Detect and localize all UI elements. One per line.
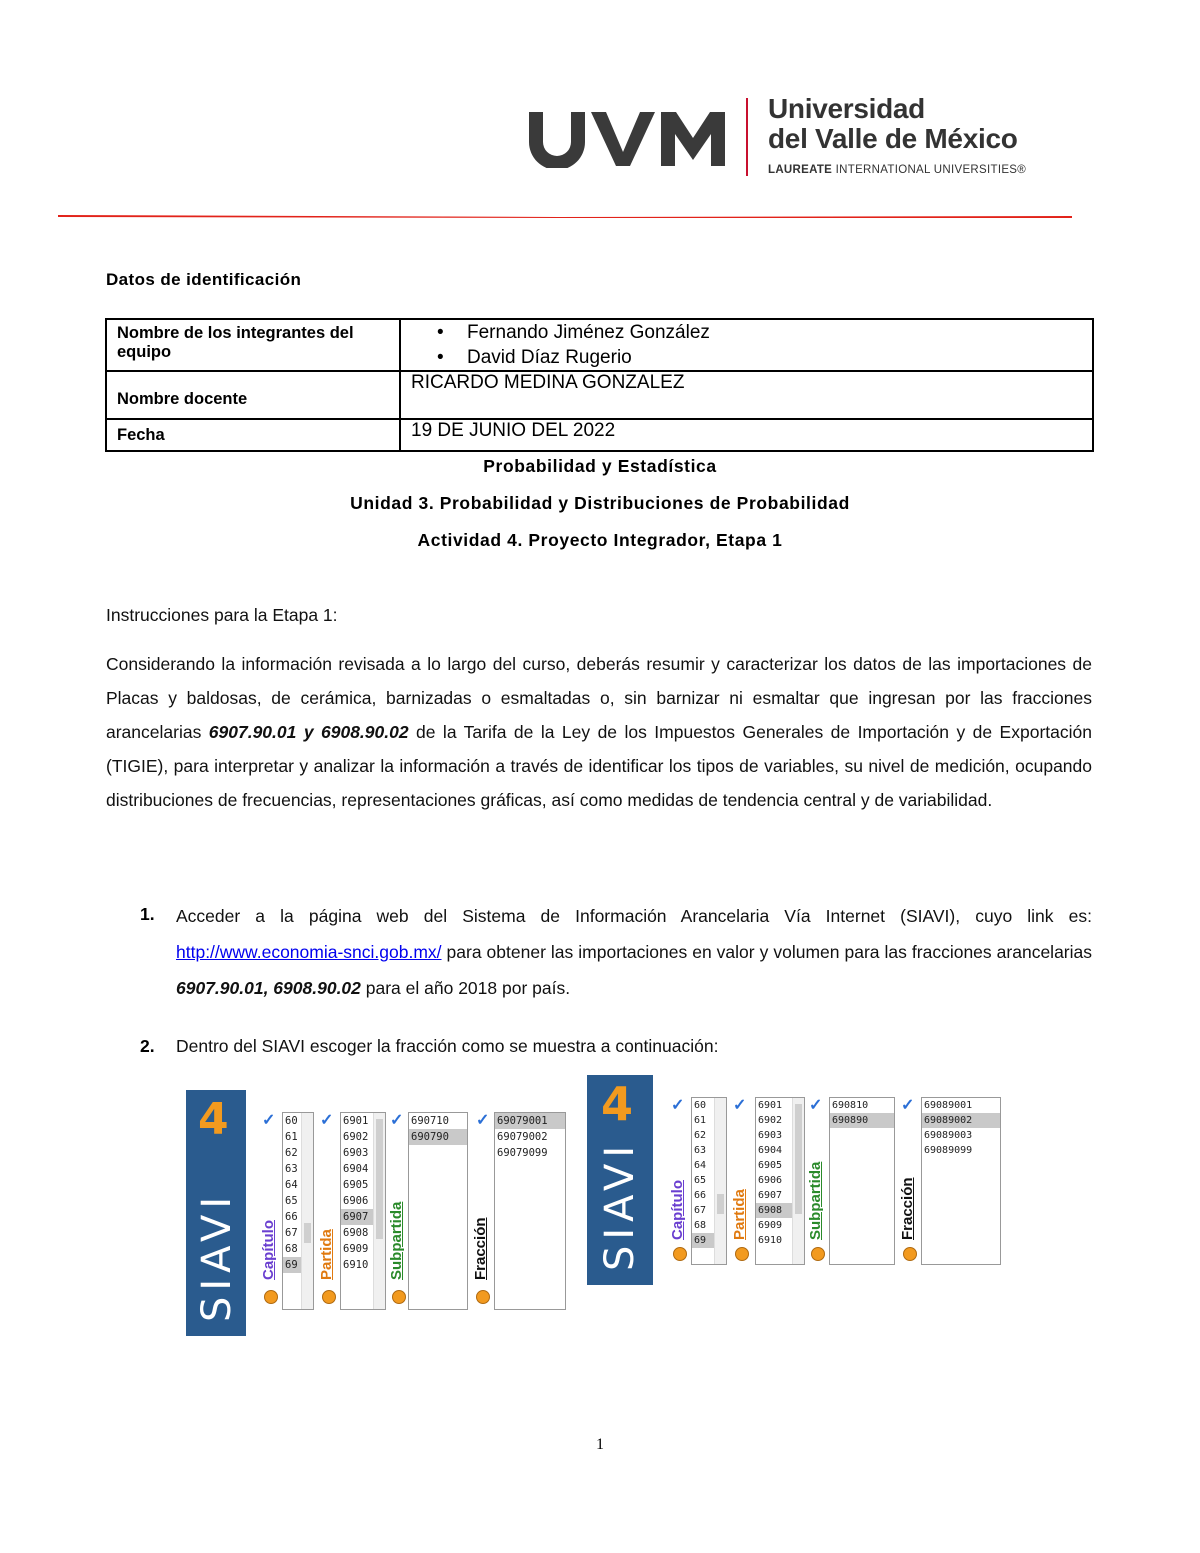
list-item[interactable]: 67 bbox=[694, 1205, 707, 1216]
list-item[interactable]: 6910 bbox=[758, 1235, 783, 1246]
list-item[interactable]: 68 bbox=[694, 1220, 707, 1231]
list-item[interactable]: 69079099 bbox=[497, 1147, 548, 1159]
go-icon[interactable] bbox=[673, 1247, 687, 1261]
list-item[interactable]: 61 bbox=[285, 1131, 298, 1143]
list-item[interactable]: 66 bbox=[694, 1190, 707, 1201]
capitulo-list[interactable] bbox=[282, 1112, 314, 1310]
table-row bbox=[106, 419, 1093, 451]
teacher-value: RICARDO MEDINA GONZALEZ bbox=[400, 371, 1093, 419]
check-icon: ✓ bbox=[809, 1097, 823, 1114]
list-item[interactable]: 64 bbox=[285, 1179, 298, 1191]
unit-heading: Unidad 3. Probabilidad y Distribuciones de Probabilidad bbox=[350, 493, 850, 513]
list-item-selected[interactable]: 69089002 bbox=[922, 1113, 1000, 1128]
step-number: 2. bbox=[140, 1036, 155, 1056]
go-icon[interactable] bbox=[811, 1247, 825, 1261]
identification-title: Datos de identificación bbox=[106, 270, 302, 289]
capitulo-label[interactable]: Capítulo bbox=[669, 1180, 686, 1240]
list-item[interactable]: 65 bbox=[694, 1175, 707, 1186]
list-item[interactable]: 6904 bbox=[758, 1145, 783, 1156]
check-icon: ✓ bbox=[671, 1097, 685, 1114]
step-number: 1. bbox=[140, 904, 155, 924]
subpartida-list[interactable] bbox=[829, 1097, 895, 1265]
logo-divider bbox=[746, 98, 748, 176]
list-item[interactable]: 6902 bbox=[343, 1131, 369, 1143]
member-item: • Fernando Jiménez González bbox=[467, 320, 1082, 345]
list-item[interactable]: 60 bbox=[285, 1115, 298, 1127]
siavi-brand-number: 4 bbox=[198, 1094, 229, 1145]
instructions-paragraph: Considerando la información revisada a lo largo del curso, deberás resumir y caracterizar los datos de las importaciones de Placas y baldosas, de cerámica, barnizadas o esmaltadas o, sin barnizar ni esmaltar que ingresan por las fracciones arancelarias 6907.90.01 y 6908.90.02 de la Tarifa de la Ley de los Impuestos Generales de Importación y de Exportación (TIGIE), para interpretar y analizar la información a través de identificar los tipos de variables, su nivel de medición, ocupando distribuciones de frecuencias, representaciones gráficas, así como medidas de tendencia central y de variabilidad. bbox=[106, 654, 1092, 810]
check-icon: ✓ bbox=[320, 1112, 334, 1129]
date-label: Fecha bbox=[106, 419, 400, 451]
list-item[interactable]: 62 bbox=[694, 1130, 707, 1141]
list-item-selected[interactable]: 6907 bbox=[341, 1209, 385, 1225]
members-value bbox=[400, 319, 1093, 371]
list-item[interactable]: 6905 bbox=[758, 1160, 783, 1171]
list-item[interactable]: 62 bbox=[285, 1147, 298, 1159]
list-item[interactable]: 69089003 bbox=[924, 1130, 973, 1141]
scrollbar[interactable] bbox=[301, 1113, 313, 1309]
subpartida-list[interactable] bbox=[408, 1112, 468, 1310]
siavi-screenshot-right bbox=[587, 1075, 1002, 1285]
list-item[interactable]: 68 bbox=[285, 1243, 298, 1255]
list-item[interactable]: 6901 bbox=[343, 1115, 369, 1127]
check-icon: ✓ bbox=[733, 1097, 747, 1114]
list-item-selected[interactable]: 69079001 bbox=[495, 1113, 565, 1129]
list-item-selected[interactable]: 690790 bbox=[409, 1129, 467, 1145]
list-item[interactable]: 6904 bbox=[343, 1163, 369, 1175]
list-item[interactable]: 690810 bbox=[832, 1100, 869, 1111]
uvm-logo-mark bbox=[525, 108, 725, 168]
course-heading: Probabilidad y Estadística bbox=[483, 456, 717, 476]
list-item[interactable]: 6910 bbox=[343, 1259, 369, 1271]
subpartida-label[interactable]: Subpartida bbox=[388, 1201, 405, 1280]
scrollbar[interactable] bbox=[714, 1098, 726, 1264]
scrollbar[interactable] bbox=[373, 1113, 385, 1309]
go-icon[interactable] bbox=[903, 1247, 917, 1261]
fraccion-label[interactable]: Fracción bbox=[472, 1217, 489, 1280]
logo-tagline: LAUREATE INTERNATIONAL UNIVERSITIES® bbox=[768, 164, 1027, 176]
date-value: 19 DE JUNIO DEL 2022 bbox=[400, 419, 1093, 451]
list-item-selected[interactable]: 690890 bbox=[830, 1113, 894, 1128]
subpartida-label[interactable]: Subpartida bbox=[807, 1161, 824, 1240]
list-item[interactable]: 6905 bbox=[343, 1179, 369, 1191]
list-item[interactable]: 63 bbox=[285, 1163, 298, 1175]
partida-label[interactable]: Partida bbox=[731, 1189, 748, 1240]
partida-label[interactable]: Partida bbox=[318, 1229, 335, 1280]
capitulo-label[interactable]: Capítulo bbox=[260, 1220, 277, 1280]
list-item[interactable]: 6906 bbox=[758, 1175, 783, 1186]
table-row bbox=[106, 319, 1093, 371]
list-item[interactable]: 63 bbox=[694, 1145, 707, 1156]
list-item[interactable]: 6901 bbox=[758, 1100, 783, 1111]
siavi-screenshot-left bbox=[186, 1090, 566, 1336]
list-item-selected[interactable]: 69 bbox=[692, 1233, 726, 1248]
siavi-link[interactable]: http://www.economia-snci.gob.mx/ bbox=[176, 942, 442, 962]
siavi-brand-word: SIAVI bbox=[597, 1139, 643, 1271]
check-icon: ✓ bbox=[901, 1097, 915, 1114]
teacher-label: Nombre docente bbox=[106, 371, 400, 419]
list-item[interactable]: 61 bbox=[694, 1115, 707, 1126]
step-1-text: Acceder a la página web del Sistema de Información Arancelaria Vía Internet (SIAVI), cuyo link es: http://www.economia-snci.gob.mx/ para obtener las importaciones en valor y volumen para las fracciones arancelarias 6907.90.01, 6908.90.02 para el año 2018 por país. bbox=[176, 906, 1092, 998]
list-item[interactable]: 6906 bbox=[343, 1195, 369, 1207]
list-item-selected[interactable]: 69 bbox=[283, 1257, 313, 1273]
member-item: • David Díaz Rugerio bbox=[467, 345, 1082, 370]
members-label: Nombre de los integrantes del equipo bbox=[106, 319, 400, 371]
list-item[interactable]: 6909 bbox=[758, 1220, 783, 1231]
capitulo-list[interactable] bbox=[691, 1097, 727, 1265]
go-icon[interactable] bbox=[476, 1290, 490, 1304]
check-icon: ✓ bbox=[390, 1112, 404, 1129]
go-icon[interactable] bbox=[392, 1290, 406, 1304]
list-item[interactable]: 67 bbox=[285, 1227, 298, 1239]
scrollbar[interactable] bbox=[792, 1098, 804, 1264]
siavi-brand-word: SIAVI bbox=[194, 1190, 240, 1322]
check-icon: ✓ bbox=[262, 1112, 276, 1129]
list-item[interactable]: 60 bbox=[694, 1100, 707, 1111]
table-row bbox=[106, 371, 1093, 419]
list-item[interactable]: 6902 bbox=[758, 1115, 783, 1126]
list-item[interactable]: 6907 bbox=[758, 1190, 783, 1201]
list-item[interactable]: 65 bbox=[285, 1195, 298, 1207]
fraccion-list[interactable] bbox=[494, 1112, 566, 1310]
list-item[interactable]: 69089099 bbox=[924, 1145, 973, 1156]
check-icon: ✓ bbox=[476, 1112, 490, 1129]
list-item[interactable]: 6908 bbox=[343, 1227, 369, 1239]
partida-list[interactable] bbox=[340, 1112, 386, 1310]
siavi-brand-number: 4 bbox=[601, 1077, 634, 1131]
page-number: 1 bbox=[596, 1436, 604, 1453]
header-red-rule bbox=[58, 214, 1072, 218]
list-item[interactable]: 69079002 bbox=[497, 1131, 548, 1143]
list-item[interactable]: 6903 bbox=[343, 1147, 369, 1159]
list-item[interactable]: 69089001 bbox=[924, 1100, 973, 1111]
list-item[interactable]: 6909 bbox=[343, 1243, 369, 1255]
go-icon[interactable] bbox=[322, 1290, 336, 1304]
list-item[interactable]: 66 bbox=[285, 1211, 298, 1223]
go-icon[interactable] bbox=[264, 1290, 278, 1304]
step-2-text: Dentro del SIAVI escoger la fracción como se muestra a continuación: bbox=[176, 1036, 719, 1056]
list-item[interactable]: 6903 bbox=[758, 1130, 783, 1141]
identification-table bbox=[105, 318, 1094, 452]
fraccion-list[interactable] bbox=[921, 1097, 1001, 1265]
go-icon[interactable] bbox=[735, 1247, 749, 1261]
list-item[interactable]: 690710 bbox=[411, 1115, 449, 1127]
partida-list[interactable] bbox=[755, 1097, 805, 1265]
fraccion-label[interactable]: Fracción bbox=[899, 1177, 916, 1240]
activity-heading: Actividad 4. Proyecto Integrador, Etapa 1 bbox=[417, 530, 783, 550]
instructions-title: Instrucciones para la Etapa 1: bbox=[106, 605, 338, 625]
list-item-selected[interactable]: 6908 bbox=[756, 1203, 804, 1218]
list-item[interactable]: 64 bbox=[694, 1160, 707, 1171]
university-name: Universidad del Valle de México bbox=[768, 93, 1018, 154]
